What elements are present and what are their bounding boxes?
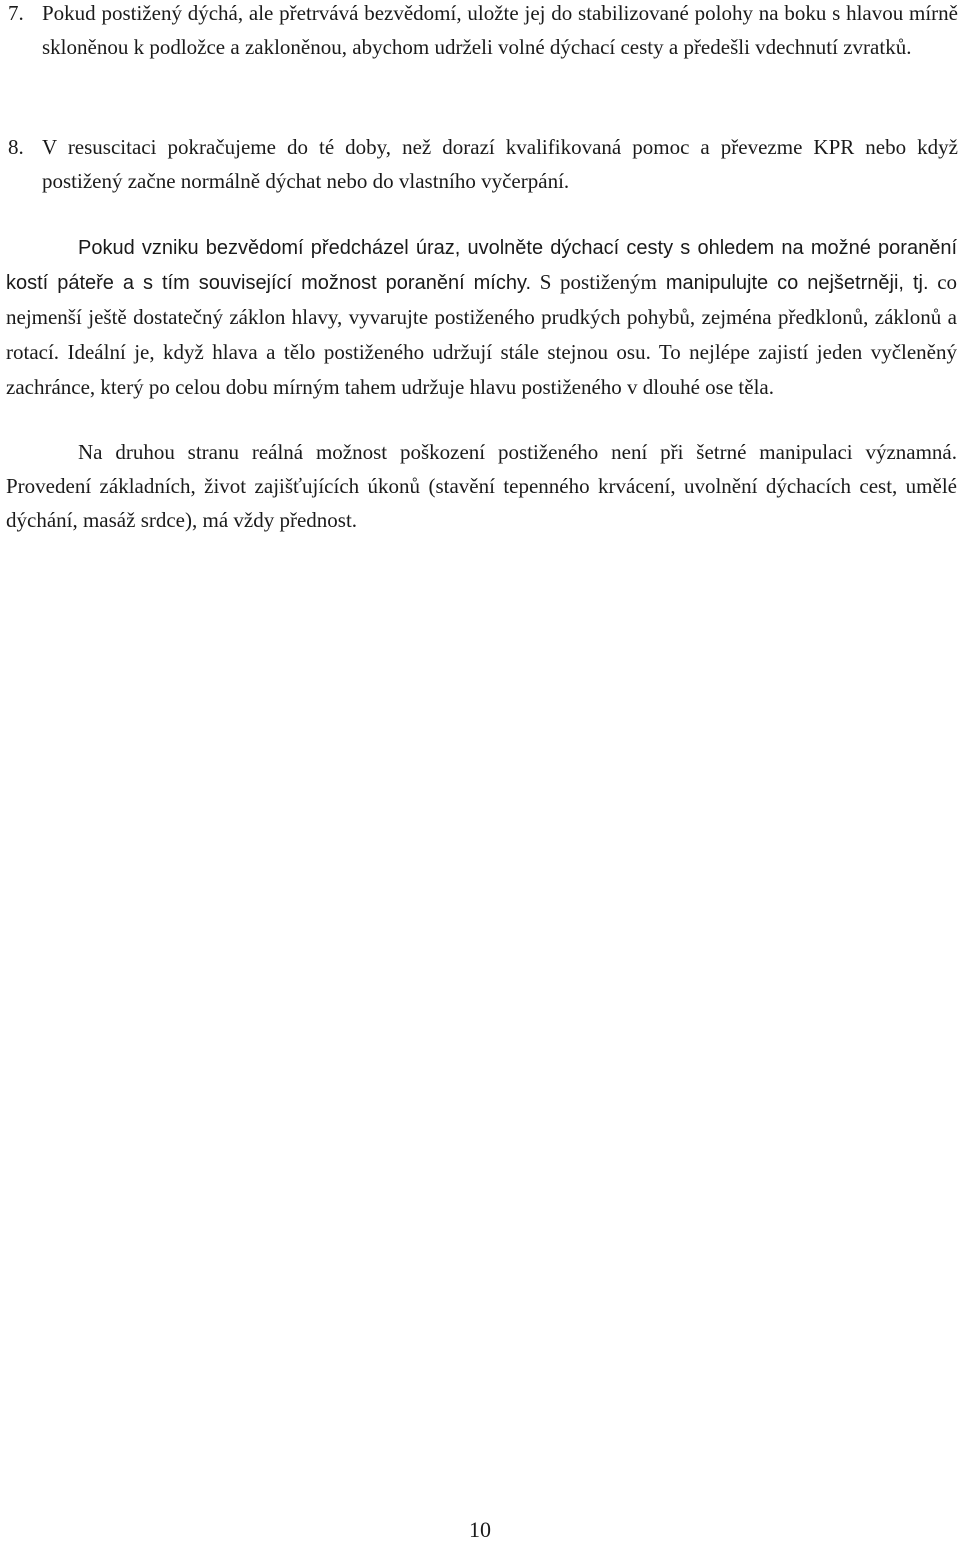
paragraph-injury-text	[6, 231, 957, 405]
paragraph-injury-sans-part: Pokud vzniku bezvědomí předcházel úraz, uvolněte dýchací cesty s ohledem na možné poranění kostí páteře a s tím související možnost poranění míchy.	[6, 237, 957, 294]
paragraph-injury-serif-part-2: co nejmenší ještě dostatečný záklon hlavy, vyvarujte postiženého prudkých pohybů, zejména předklonů, záklonů a rotací. Ideální je, když hlava a tělo postiženého udržují stále stejnou osu. To nejlépe zajistí jeden vyčleněný zachránce, který po celou dobu mírným tahem udržuje hlavu postiženého v dlouhé ose těla.	[6, 270, 958, 399]
list-item-text: Pokud postižený dýchá, ale přetrvává bezvědomí, uložte jej do stabilizované polohy na boku s hlavou mírně skloněnou k podložce a zakloněnou, abychom udrželi volné dýchací cesty a předešli vdechnutí zvratků.	[42, 1, 958, 59]
page-number: 10	[469, 1517, 491, 1542]
list-item-number: 8.	[8, 135, 24, 159]
paragraph-injury-sans-part-2: manipulujte co nejšetrněji, tj.	[665, 272, 929, 294]
paragraph-injury-serif-part-1: S postiženým	[531, 270, 657, 294]
paragraph-injury	[6, 231, 957, 405]
paragraph-priority: Na druhou stranu reálná možnost poškození postiženého není při šetrné manipulaci významná. Provedení základních, život zajišťujících úkonů (stavění tepenného krvácení, uvolnění dýchacích cest, umělé dýchání, masáž srdce), má vždy přednost.	[6, 440, 957, 532]
list-item-number: 7.	[8, 1, 24, 25]
list-item-text: V resuscitaci pokračujeme do té doby, než dorazí kvalifikovaná pomoc a převezme KPR nebo když postižený začne normálně dýchat nebo do vlastního vyčerpání.	[42, 135, 958, 193]
list-item-7	[8, 0, 958, 64]
list-item-8	[8, 130, 958, 198]
